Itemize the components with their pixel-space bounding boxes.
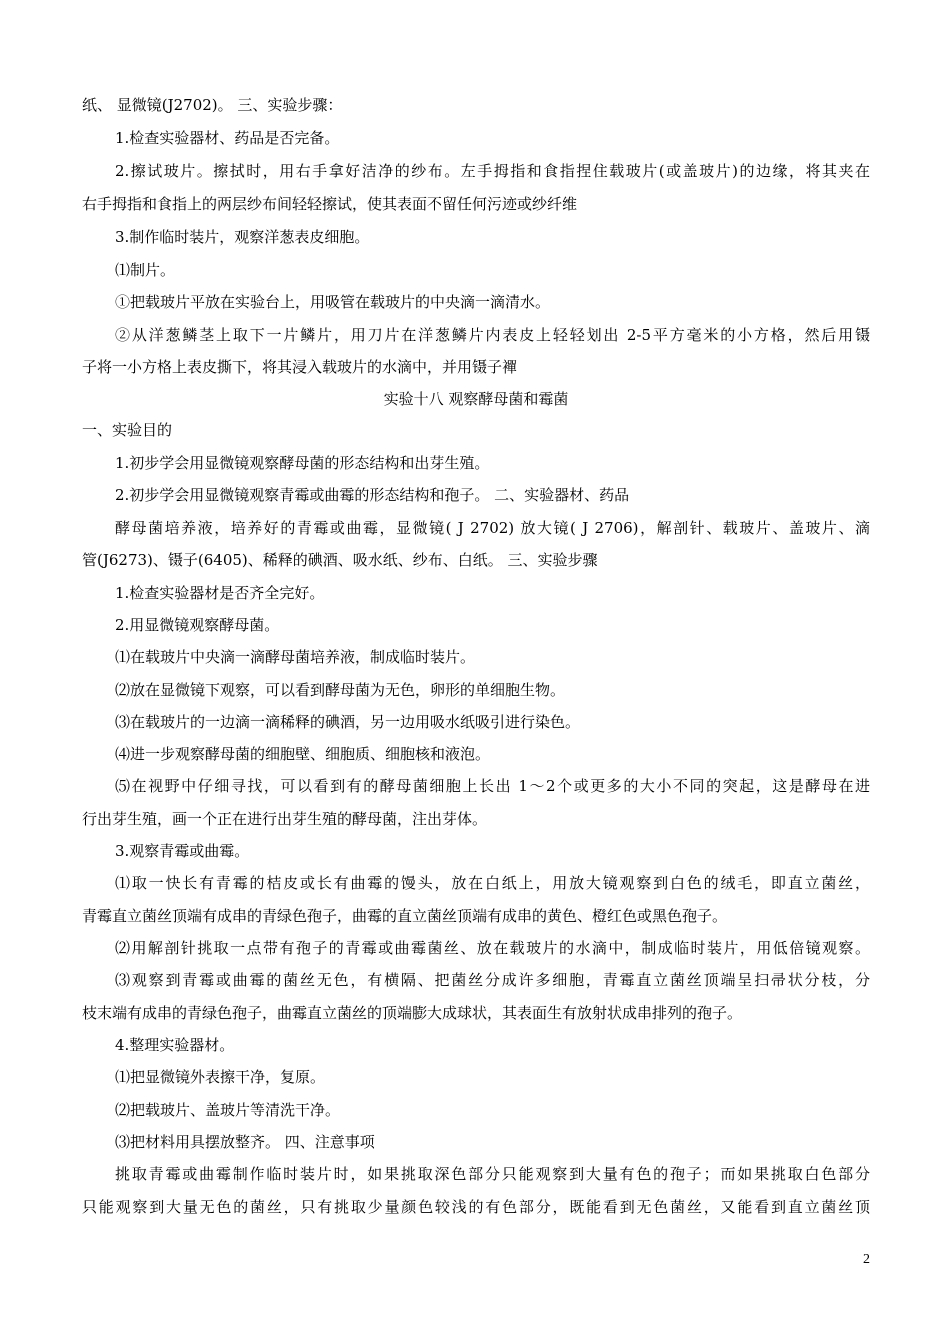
text-line: 2.擦试玻片。擦拭时，用右手拿好洁净的纱布。左手拇指和食指捏住载玻片(或盖玻片)的边缘，将其夹在 (115, 162, 870, 180)
text-line: ⑸在视野中仔细寻找，可以看到有的酵母菌细胞上长出 1～2个或更多的大小不同的突起，这是酵母在进 (115, 777, 870, 795)
text-line: 纸、 显微镜(J2702)。 三、实验步骤： (82, 96, 343, 114)
text-line: 青霉直立菌丝顶端有成串的青绿色孢子，曲霉的直立菌丝顶端有成串的黄色、橙红色或黑色孢子。 (82, 907, 728, 925)
text-line: 4.整理实验器材。 (115, 1036, 235, 1054)
text-line: ⑴把显微镜外表擦干净，复原。 (115, 1068, 326, 1086)
text-line: ⑴取一快长有青霉的桔皮或长有曲霉的馒头，放在白纸上，用放大镜观察到白色的绒毛，即直立菌丝， (115, 874, 870, 892)
text-line: ⑷进一步观察酵母菌的细胞壁、细胞质、细胞核和液泡。 (115, 745, 491, 763)
section-title: 实验十八 观察酵母菌和霉菌 (383, 390, 569, 408)
text-line: 3.观察青霉或曲霉。 (115, 842, 250, 860)
text-line: 挑取青霉或曲霉制作临时装片时，如果挑取深色部分只能观察到大量有色的孢子；而如果挑取白色部分 (115, 1165, 870, 1183)
text-line: ⑶观察到青霉或曲霉的菌丝无色，有横隔、把菌丝分成许多细胞，青霉直立菌丝顶端呈扫帚状分枝，分 (115, 971, 870, 989)
text-line: 右手拇指和食指上的两层纱布间轻轻擦试，使其表面不留任何污迹或纱纤维 (82, 195, 578, 213)
text-line: 枝末端有成串的青绿色孢子，曲霉直立菌丝的顶端膨大成球状，其表面生有放射状成串排列的孢子。 (82, 1004, 743, 1022)
text-line: 1.检查实验器材、药品是否完备。 (115, 129, 340, 147)
section-heading: 一、实验目的 (82, 421, 173, 439)
text-line: ⑶在载玻片的一边滴一滴稀释的碘酒，另一边用吸水纸吸引进行染色。 (115, 713, 581, 731)
text-line: ⑴在载玻片中央滴一滴酵母菌培养液，制成临时装片。 (115, 648, 476, 666)
text-line: ①把载玻片平放在实验台上，用吸管在载玻片的中央滴一滴清水。 (115, 293, 551, 311)
text-line: ⑵放在显微镜下观察，可以看到酵母菌为无色，卵形的单细胞生物。 (115, 681, 566, 699)
text-line: 1.初步学会用显微镜观察酵母菌的形态结构和出芽生殖。 (115, 454, 490, 472)
text-line: ②从洋葱鳞茎上取下一片鳞片，用刀片在洋葱鳞片内表皮上轻轻划出 2-5平方毫米的小方格，然后用镊 (115, 326, 870, 344)
text-line: ⑴制片。 (115, 261, 176, 279)
text-line: 管(J6273)、镊子(6405)、稀释的碘酒、吸水纸、纱布、白纸。 三、实验步骤 (82, 551, 598, 569)
text-line: 2.初步学会用显微镜观察青霉或曲霉的形态结构和孢子。 二、实验器材、药品 (115, 486, 630, 504)
page-number: 2 (863, 1252, 870, 1267)
text-line: 酵母菌培养液，培养好的青霉或曲霉，显微镜( J 2702) 放大镜( J 2706)，解剖针、载玻片、盖玻片、滴 (115, 519, 870, 537)
text-line: 行出芽生殖，画一个正在进行出芽生殖的酵母菌，注出芽体。 (82, 810, 488, 828)
text-line: ⑶把材料用具摆放整齐。 四、注意事项 (115, 1133, 375, 1151)
text-line: ⑵把载玻片、盖玻片等清洗干净。 (115, 1101, 341, 1119)
text-line: 3.制作临时装片，观察洋葱表皮细胞。 (115, 228, 370, 246)
text-line: 2.用显微镜观察酵母菌。 (115, 616, 280, 634)
text-line: 1.检查实验器材是否齐全完好。 (115, 584, 325, 602)
text-line: 只能观察到大量无色的菌丝，只有挑取少量颜色较浅的有色部分，既能看到无色菌丝，又能看到直立菌丝顶 (82, 1198, 870, 1216)
text-line: 子将一小方格上表皮撕下，将其浸入载玻片的水滴中，并用镊子襌 (82, 358, 518, 376)
text-line: ⑵用解剖针挑取一点带有孢子的青霉或曲霉菌丝、放在载玻片的水滴中，制成临时装片，用低倍镜观察。 (115, 939, 870, 957)
